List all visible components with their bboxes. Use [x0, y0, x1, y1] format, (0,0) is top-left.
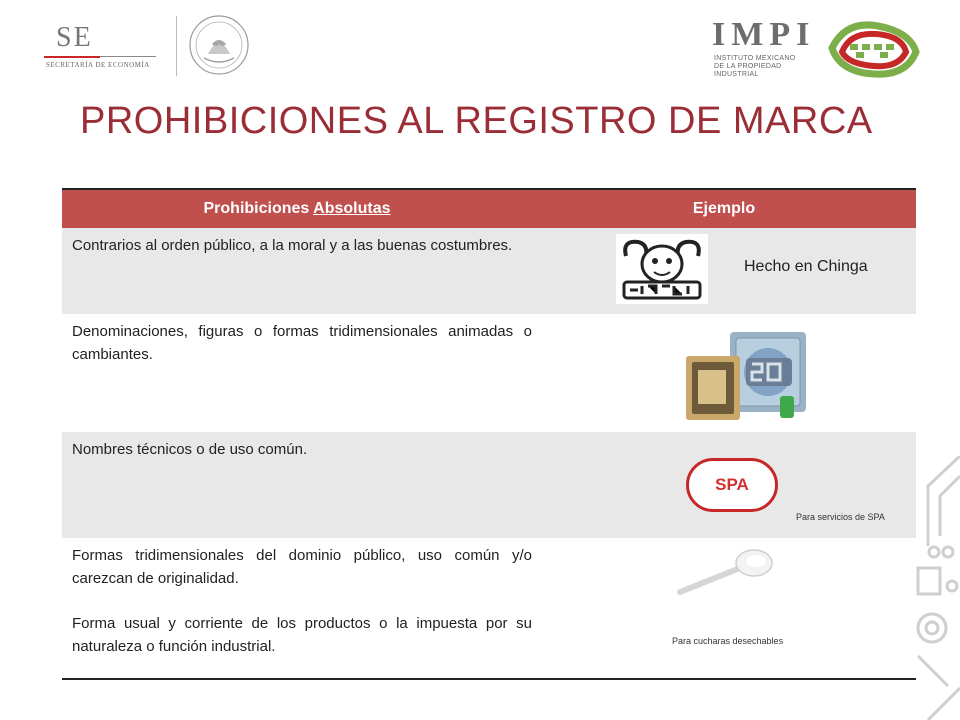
header-example: Ejemplo	[692, 200, 756, 217]
header-divider	[176, 16, 177, 76]
table-row	[62, 314, 916, 432]
row-example	[532, 538, 916, 678]
impi-logo-subtitle	[714, 55, 796, 79]
example-text: Hecho en Chinga	[744, 258, 868, 275]
example-caption: Para cucharas desechables	[672, 636, 784, 646]
page-title: PROHIBICIONES AL REGISTRO DE MARCA	[80, 100, 873, 142]
impi-emblem-icon	[826, 18, 922, 80]
impi-line: DE LA PROPIEDAD	[714, 63, 782, 70]
impi-logo-word: IMPI	[712, 16, 816, 53]
table-row	[62, 432, 916, 538]
se-logo-letters: SE	[56, 22, 93, 53]
disposable-spoon-icon	[676, 546, 776, 598]
table-row	[62, 228, 916, 314]
table-row	[62, 538, 916, 680]
row-text-secondary: Forma usual y corriente de los productos o la impuesta por su naturaleza o función industrial.	[72, 615, 532, 655]
row-example	[532, 432, 916, 538]
row-example	[532, 228, 916, 314]
decorative-pattern-icon	[908, 456, 960, 720]
row-description	[62, 314, 532, 432]
row-description	[62, 538, 532, 678]
row-text: Nombres técnicos o de uso común.	[72, 441, 308, 458]
row-text: Denominaciones, figuras o formas tridimensionales animadas o cambiantes.	[72, 323, 532, 363]
prohibitions-table	[62, 188, 916, 680]
example-caption: Para servicios de SPA	[796, 512, 885, 522]
table-header	[62, 188, 916, 228]
hologram-card-icon	[682, 328, 812, 424]
spa-badge: SPA	[686, 458, 778, 512]
row-example	[532, 314, 916, 432]
goat-logo-icon	[616, 234, 708, 304]
row-text: Formas tridimensionales del dominio público, uso común y/o carezcan de originalidad.	[72, 547, 532, 587]
row-description	[62, 228, 532, 314]
row-text: Contrarios al orden público, a la moral y a las buenas costumbres.	[72, 237, 513, 254]
row-description	[62, 432, 532, 538]
se-logo-subtitle: SECRETARÍA DE ECONOMÍA	[46, 61, 150, 69]
impi-line: INSTITUTO MEXICANO	[714, 55, 796, 62]
header-prefix: Prohibiciones	[203, 200, 314, 217]
impi-line: INDUSTRIAL	[714, 71, 759, 78]
header-emphasis: Absolutas	[313, 200, 391, 217]
se-logo-rule-accent	[44, 56, 100, 58]
header-prohibitions	[62, 200, 532, 218]
national-seal-icon	[188, 14, 250, 76]
